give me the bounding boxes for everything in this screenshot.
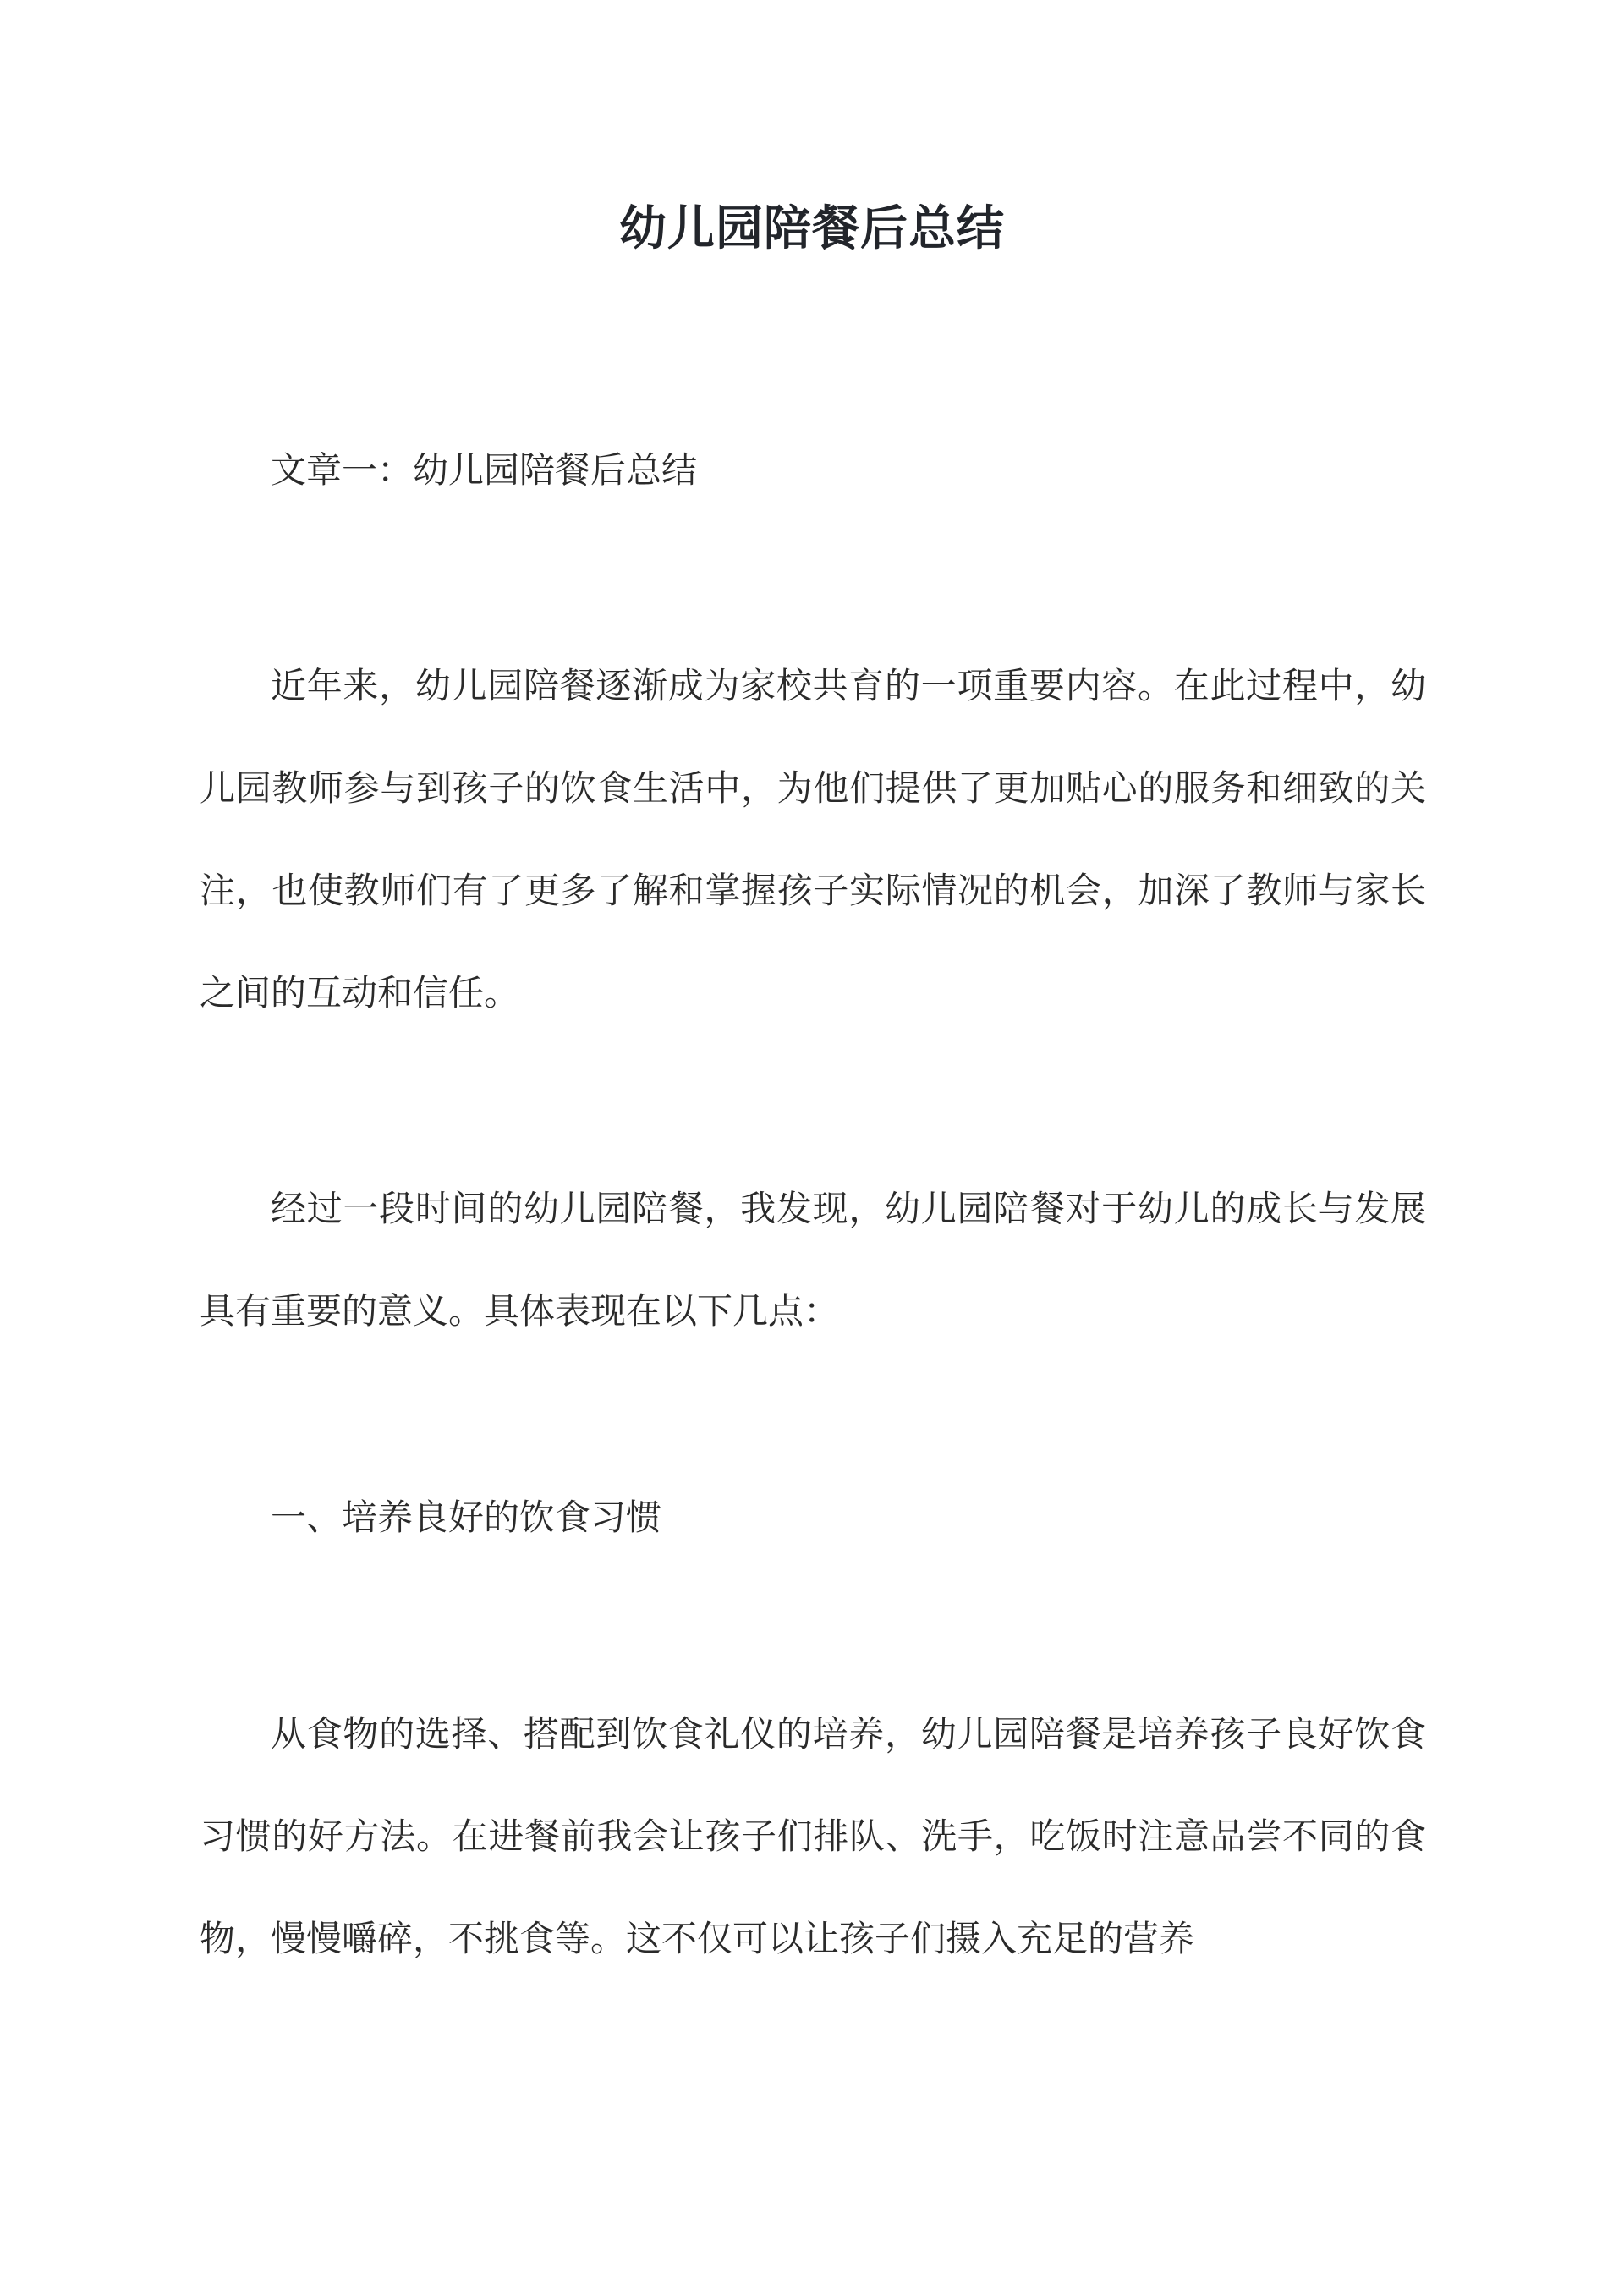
article-label: 文章一：幼儿园陪餐后总结 xyxy=(271,449,698,491)
paragraph-eating-habits: 从食物的选择、搭配到饮食礼仪的培养，幼儿园陪餐是培养孩子良好饮食习惯的好方法。在进餐前我会让孩子们排队、洗手，吃饭时注意品尝不同的食物，慢慢嚼碎，不挑食等。这不仅可以让孩子们摄入充足的营养 xyxy=(200,1713,1426,1959)
document-title: 幼儿园陪餐后总结 xyxy=(619,200,1005,256)
paragraph-findings: 经过一段时间的幼儿园陪餐，我发现，幼儿园陪餐对于幼儿的成长与发展具有重要的意义。具体表现在以下几点： xyxy=(200,1188,1426,1332)
paragraph-intro: 近年来，幼儿园陪餐逐渐成为家校共育的一项重要内容。在此过程中，幼儿园教师参与到孩子的饮食生活中，为他们提供了更加贴心的服务和细致的关注，也使教师们有了更多了解和掌握孩子实际情况的机会，加深了教师与家长之间的互动和信任。 xyxy=(200,665,1426,1013)
section-heading-eating-habits: 一、培养良好的饮食习惯 xyxy=(271,1497,662,1538)
